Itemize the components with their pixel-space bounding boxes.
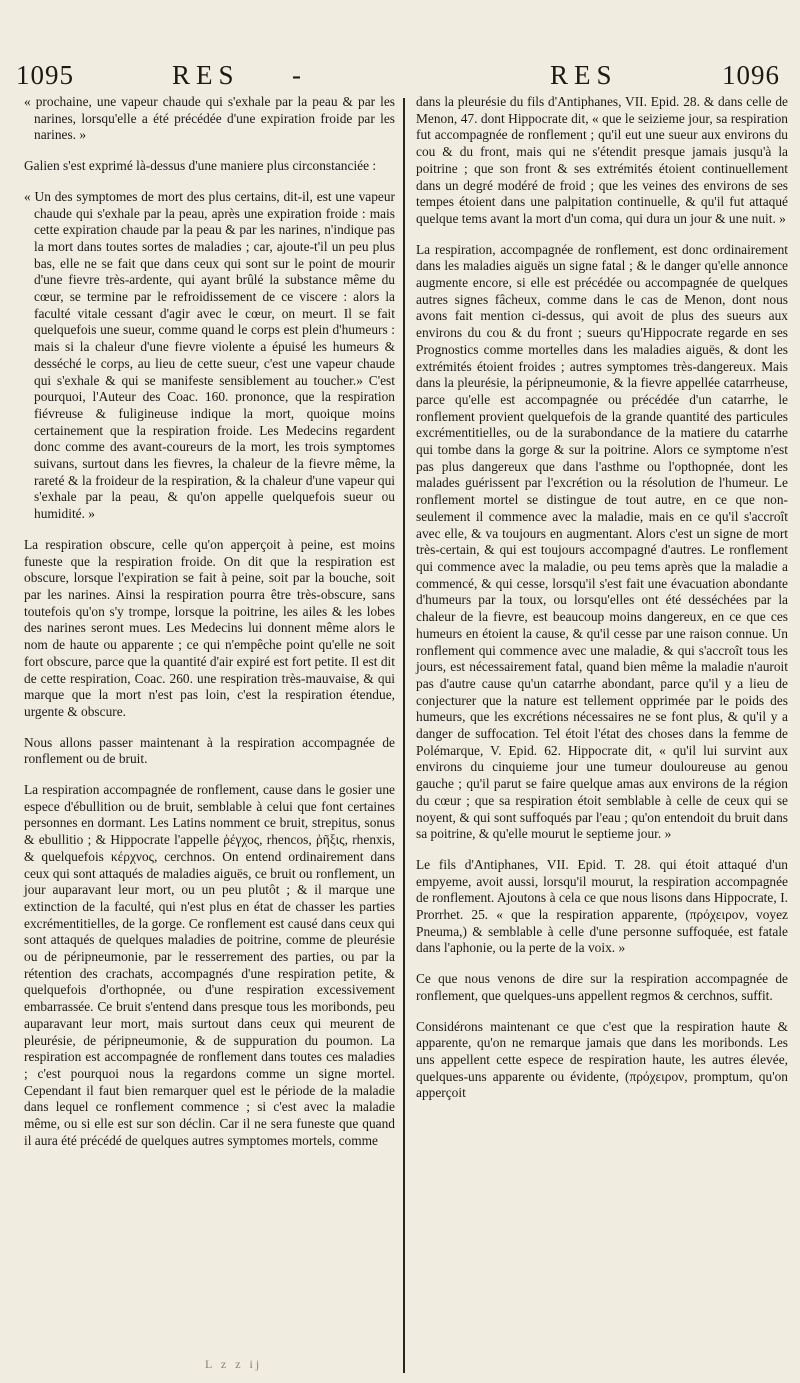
- header-dash: -: [292, 60, 302, 90]
- paragraph: dans la pleurésie du fils d'Antiphanes, VII. Epid. 28. & dans celle de Menon, 47. dont Hippocrate dit, « que le seizieme jour, sa respiration fut accompagnée de ronflement ; qu'il eut une sueur aux environs du cou & du front, mais qui ne s'étendit presque jamais jusqu'à la poitrine ; que son front & ses extrémités étoient continuellement dans un degré modéré de froid ; que les veines des environs de ses tempes étoient dans une palpitation continuelle, & qu'il fut attaqué quelque tems avant la mort d'un coma, qui dura un jour & une nuit. »: [416, 94, 788, 226]
- column-divider: [403, 98, 405, 1373]
- paragraph: « Un des symptomes de mort des plus certains, dit-il, est une vapeur chaude qui s'exhale par la peau, après une expiration froide : mais cette expiration chaude par la peau & par les narines, n'indique pas la mort dans toutes sortes de maladies ; car, ajoute-t'il un peu plus bas, elle ne se fait que dans ceux qui sont sur le point de mourir d'une fievre très-ardente, qui ayant brûlé la substance même du cœur, se termine par le refroidissement de ce viscere : alors la faculté vitale cessant d'agir avec le cœur, on meurt. Il se fait quelquefois une sueur, comme quand le corps est plein d'humeurs : mais si la chaleur d'une fievre violente a épuisé les humeurs & desséché le corps, au lieu de cette sueur, c'est une vapeur chaude qui s'exhale & qui se manifeste sensiblement au toucher.» C'est pourquoi, l'Auteur des Coac. 160. prononce, que la respiration fiévreuse & fuligineuse indique la mort, quoique moins certainement que la respiration froide. Les Medecins regardent donc comme des avant-coureurs de la mort, les trois symptomes suivans, surtout dans les fievres, la chaleur de la fievre même, la rareté & la froideur de la respiration, & la chaleur d'une vapeur qui s'exhale par la peau, & qu'on appelle quelquefois sueur ou humidité. »: [24, 189, 395, 523]
- paragraph: Ce que nous venons de dire sur la respiration accompagnée de ronflement, que quelques-uns appellent regmos & cerchnos, suffit.: [416, 971, 788, 1003]
- left-column: [24, 94, 395, 1163]
- paragraph: La respiration accompagnée de ronflement, cause dans le gosier une espece d'ébullition ou de bruit, semblable à celui que font certaines personnes en dormant. Les Latins nomment ce bruit, strepitus, sonus & ebullitio ; & Hippocrate l'appelle ῥέγχος, rhencos, ῥῆξις, rhenxis, & quelquefois κέρχνος, cerchnos. On entend ordinairement dans ceux qui sont attaqués de maladies aiguës, ce bruit ou ronflement, un jour auparavant leur mort, ou un peu plutôt ; & il marque une extinction de la faculté, qui n'est plus en état de chasser les parties excrémentitielles, de la gorge. Ce ronflement est causé dans ceux qui sont attaqués de quelques maladies de poitrine, comme de pleurésie ou de péripneumonie, par le resserrement des parties, ou par la rétention des crachats, accompagnés d'une respiration petite, & quelquefois d'orthopnée, ou d'une respiration excessivement embarrassée. Ce bruit s'entend dans presque tous les moribonds, peu auparavant leur mort, mais surtout dans ceux qui meurent de pleurésie, de péripneumonie, & de suppuration du poumon. La respiration est accompagnée de ronflement dans toutes ces maladies ; c'est pourquoi nous la regardons comme un signe mortel. Cependant il faut bien remarquer quel est le période de la maladie dans lequel ce ronflement commence ; si c'est avec la maladie même, ou si elle est sur son déclin. Car il ne sera funeste que quand il aura été précédé de quelques autres symptomes mortels, comme: [24, 782, 395, 1148]
- right-column: [416, 94, 788, 1116]
- paragraph: La respiration, accompagnée de ronflement, est donc ordinairement dans les maladies aiguës un signe fatal ; & le danger qu'elle annonce augmente encore, si elle est précédée ou accompagnée de quelques autres signes fâcheux, comme dans le cas de Menon, dont nous avons fait mention ci-dessus, qui avoit de plus des sueurs aux environs du cou & du front ; sueurs qu'Hippocrate regarde en ses Prognostics comme mortelles dans les maladies aiguës, & dont les extrémités étoient froides ; autres symptomes très-dangereux. Mais dans la pleurésie, la péripneumonie, & la fievre appellée catarrheuse, parce qu'elle est accompagnée ou précédée d'un catarrhe, le ronflement provient quelquefois de la grande quantité des particules excrémentitielles, ou de la surabondance de la matiere du catarrhe qui tombe dans la gorge & sur la poitrine. Alors ce symptome n'est pas plus dangereux que dans l'asthme ou l'opthopnée, dont les malades guérissent par l'excrétion ou la résolution de l'humeur. Le ronflement mortel se distingue de tout autre, en ce que non-seulement il commence avec la maladie, mais en ce qu'il s'accroît avec elle, & va toujours en augmentant. Alors c'est un signe de mort très-certain, & qui est toujours accompagné d'autres. Le ronflement qui commence avec la maladie, ou peu tems après que la maladie a commencé, & qui cesse, lorsqu'il s'est fait une évacuation abondante d'humeurs par la toux, ou lorsqu'elles ont été desséchées par la chaleur de la fievre, est beaucoup moins dangereux, en ce que ces humeurs en étoient la cause, & qu'il cesse par une raison connue. Un ronflement qui commence avec une maladie, & qui s'accroît tous les jours, est nécessairement fatal, quand bien même la maladie n'auroit pas d'autre cause qu'un catarrhe abondant, parce qu'il y a lieu de conjecturer que la nature est tellement opprimée par le poids des humeurs, que les excrétions nécessaires ne se font plus, & qu'il y a danger de suffocation. Tel étoit l'état des choses dans la femme de Polémarque, V. Epid. 62. Hippocrate dit, « qu'il lui survint aux environs du cinquieme jour une tumeur douloureuse au genou gauche ; qu'il parut se faire quelque amas aux environs de la région du cœur ; que sa respiration étoit semblable à celle de ceux qui se noyent, & qui sont suffoqués par l'eau ; qu'on entendoit du bruit dans sa poitrine, & qu'elle mourut le septieme jour. »: [416, 241, 788, 842]
- paragraph: Nous allons passer maintenant à la respiration accompagnée de ronflement ou de bruit.: [24, 734, 395, 767]
- running-title-left: RES: [172, 60, 240, 90]
- page-number-right: 1096: [722, 60, 780, 90]
- running-title-right: RES: [550, 60, 618, 90]
- paragraph: Le fils d'Antiphanes, VII. Epid. T. 28. qui étoit attaqué d'un empyeme, avoit aussi, lorsqu'il mourut, la respiration accompagnée de ronflement. Ajoutons à cela ce que nous lisons dans Hippocrate, I. Prorrhet. 25. « que la respiration apparente, (πρόχειρον, voyez Pneuma,) & semblable à celle d'une personne suffoquée, est fatale dans l'aphonie, ou la perte de la voix. »: [416, 856, 788, 956]
- page-header: [0, 58, 800, 92]
- signature-mark: L z z ij: [205, 1357, 263, 1371]
- paragraph: « prochaine, une vapeur chaude qui s'exhale par la peau & par les narines, lorsqu'elle a été précédée d'une expiration froide par les narines. »: [24, 94, 395, 144]
- paragraph: Galien s'est exprimé là-dessus d'une maniere plus circonstanciée :: [24, 158, 377, 174]
- page-number-left: 1095: [16, 60, 74, 90]
- paragraph: La respiration obscure, celle qu'on apperçoit à peine, est moins funeste que la respiration froide. On dit que la respiration est obscure, lorsque l'expiration se fait à peine, soit par la bouche, soit par les narines. Ainsi la respiration pourra être très-obscure, sans toutefois qu'on s'y trompe, lorsque la poitrine, les ailes & les lobes des narines seront mues. Les Medecins lui donnent même alors le nom de haute ou apparente ; ce qui n'empêche point qu'elle ne soit fort obscure, parce que la quantité d'air expiré est fort petite. Il est dit de cette respiration, Coac. 260. une respiration très-mauvaise, & qui marque que la mort n'est pas loin, c'est la respiration étendue, urgente & obscure.: [24, 536, 395, 719]
- paragraph: Considérons maintenant ce que c'est que la respiration haute & apparente, qu'on ne remarque jamais que dans les moribonds. Les uns appellent cette espece de respiration haute, les autres élevée, quelques-uns apparente ou évidente, (πρόχειρον, promptum, qu'on apperçoit: [416, 1018, 788, 1101]
